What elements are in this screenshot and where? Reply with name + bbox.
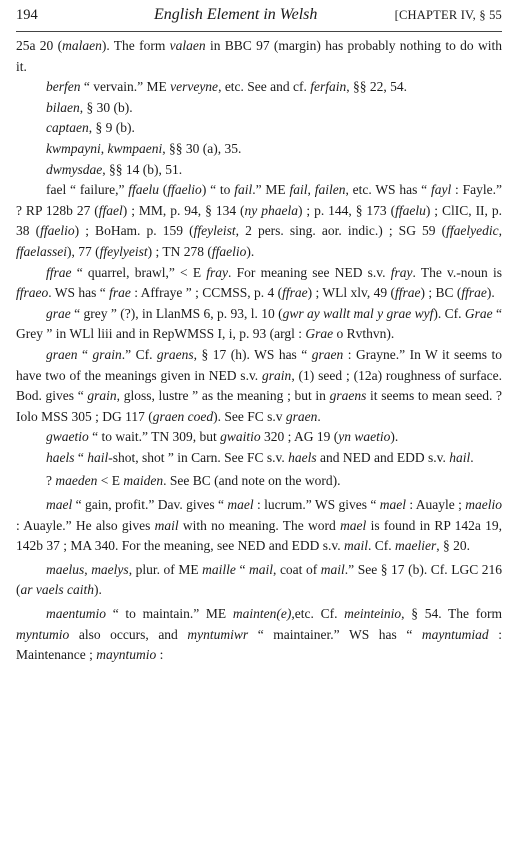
entry-gwaetio: gwaetio “ to wait.” TN 309, but gwaitio 320 ; AG 19 (yn waetio). [46,429,399,445]
cited-form: maelys [91,561,129,577]
entry-dwmysdae: dwmysdae, §§ 14 (b), 51. [46,161,183,177]
cited-form: maiden [123,473,164,489]
cited-form: ffaelu [395,202,426,218]
cited-form: gwaetio [46,429,89,445]
header-rule [16,31,502,32]
cited-form: valaen [169,38,206,53]
cited-form: ffaelyedic [446,223,499,239]
cited-form: mael [340,517,367,533]
cited-form: mail [320,561,345,577]
cited-form: Grae [464,305,493,321]
cited-form: ffael [98,202,123,218]
cited-form: mainten(e) [232,606,292,622]
cited-form: graens [156,346,194,362]
cited-form: mayntumiad [421,626,489,642]
cited-form: dwmysdae [46,161,103,177]
cited-form: ffrae [395,285,421,301]
cited-form: ferfain [310,79,347,95]
cited-form: gwr ay wallt mal y [282,305,384,321]
cited-form: ar vaels caith [20,582,94,598]
cited-form: ffrae [282,285,308,301]
entry-mael: mael “ gain, profit.” Dav. gives “ mael : lucrum.” WS gives “ mael : Auayle ; maelio : Auayle.” He also gives mail with no meaning. The word mael is found in RP 142a 19, 142b 37 ; MA 340. For the meaning, see NED and EDD s.v. mail. Cf. maelier, § 20. [16,497,502,554]
cited-form: haels [288,449,317,465]
cited-form: fayl [431,182,452,198]
entry-grae: grae “ grey ” (?), in LlanMS 6, p. 93, l. 10 (gwr ay wallt mal y grae wyf). Cf. Grae “ Grey ” in WLl liii and in RepWMSS I, i, p. 93 (argl : Grae o Rvthvn). [16,305,503,342]
cited-form: grain [87,388,117,404]
page-body [16,36,502,666]
cited-form: bilaen [46,99,80,115]
cited-form: graens [329,388,367,404]
cited-form: Grae [305,326,334,342]
cited-form: grain [92,346,122,362]
entry-bilaen: bilaen, § 30 (b). [46,99,133,115]
cited-form: mail [249,561,274,577]
cited-form: graen [311,346,344,362]
cited-form: yn waetio [338,429,391,445]
cited-form: hail [449,449,471,465]
entry-captaen: captaen, § 9 (b). [46,120,135,136]
chapter-reference: [CHAPTER IV, § 55 [394,8,502,22]
cited-form: gwaitio [220,429,261,445]
entry-berfen: berfen “ vervain.” ME verveyne, etc. See and cf. ferfain, §§ 22, 54. [46,79,408,95]
cited-form: mayntumio [96,647,157,663]
cited-form: graen [46,346,78,362]
cited-form: fail [234,182,253,198]
cited-form: failen [314,182,346,198]
cited-form: fail [289,182,308,198]
cited-form: grain [262,367,292,383]
cited-form: fray [206,264,229,280]
cited-form: ffrae [46,264,72,280]
cited-form: fray [390,264,413,280]
cited-form: captaen [46,120,89,136]
entry-maeden: ? maeden < E maiden. See BC (and note on the word). [46,473,341,489]
running-title: English Element in Welsh [154,6,318,23]
cited-form: maentumio [46,606,106,622]
cited-form: ffaelio [40,223,75,239]
cited-form: graen coed [152,408,214,424]
cited-form: ffeyleist [193,223,236,239]
cited-form: myntumio [16,626,70,642]
cited-form: kwmpayni [46,140,101,156]
cited-form: maelier [394,538,437,554]
cited-form: mael [227,497,254,513]
cited-form: ffaelu [128,182,159,198]
cited-form: ffraeo [16,285,49,301]
cited-form: ffeylyeist [99,243,148,259]
cited-form: grae [386,305,412,321]
cited-form: meinteinio [344,606,402,622]
cited-form: grae [46,305,71,321]
entry-graen: graen “ grain.” Cf. graens, § 17 (h). WS has “ graen : Grayne.” In W it seems to have two of the meanings given in NED s.v. grain, (1) seed ; (12a) roughness of surface. Bod. gives “ grain, gloss, lustre ” as the meaning ; but in graens it seems to mean seed. ? Iolo MSS 305 ; DG 117 (graen coed). See FC s.v graen. [16,346,502,424]
entry-ffrae: ffrae “ quarrel, brawl,” < E fray. For meaning see NED s.v. fray. The v.-noun is ffraeo. WS has “ frae : Affraye ” ; CCMSS, p. 4 (ffrae) ; WLl xlv, 49 (ffrae) ; BC (ffrae). [16,264,502,301]
cited-form: ffaelio [167,182,202,198]
cited-form: maeden [55,473,98,489]
cited-form: mail [154,517,179,533]
cited-form: maille [202,561,236,577]
entry-maentumio: maentumio “ to maintain.” ME mainten(e),etc. Cf. meinteinio, § 54. The form myntumio also occurs, and myntumiwr “ maintainer.” WS has “ mayntumiad : Maintenance ; mayntumio : [16,606,502,663]
cited-form: ffrae [461,285,487,301]
entry-ffael: fael “ failure,” ffaelu (ffaelio) “ to fail.” ME fail, failen, etc. WS has “ fayl : Fayle.” ? RP 128b 27 (ffael) ; MM, p. 94, § 134 (ny phaela) ; p. 144, § 173 (ffaelu) ; ClIC, II, p. 38 (ffaelio) ; BoHam. p. 159 (ffeyleist, 2 pers. sing. aor. indic.) ; SG 59 (ffaelyedic, ffaelassei), 77 (ffeylyeist) ; TN 278 (ffaelio). [16,182,503,259]
entry-maelus: maelus, maelys, plur. of ME maille “ mail, coat of mail.” See § 17 (b). Cf. LGC 216 (ar vaels caith). [16,561,503,598]
cited-form: mael [46,497,73,513]
cited-form: maelio [465,497,502,513]
cited-form: mail [343,538,368,554]
entry-haels: haels “ hail-shot, shot ” in Carn. See FC s.v. haels and NED and EDD s.v. hail. [46,449,474,465]
cited-form: ffaelio [211,243,247,259]
cited-form: verveyne [170,79,219,95]
cited-form: maelus [46,561,85,577]
cited-form: haels [46,449,75,465]
running-header [16,0,502,30]
cited-form: ny phaela [244,202,298,218]
paragraph: 25a 20 (malaen). The form valaen in BBC 97 (margin) has probably nothing to do with it. [16,38,502,74]
cited-form: wyf [414,305,434,321]
cited-form: kwmpaeni [107,140,163,156]
cited-form: malaen [62,38,102,53]
cited-form: frae [109,285,131,301]
cited-form: ffaelassei [16,243,67,259]
cited-form: graen [285,408,318,424]
cited-form: berfen [46,79,81,95]
cited-form: hail [87,449,109,465]
entry-kwmpayni: kwmpayni, kwmpaeni, §§ 30 (a), 35. [46,140,242,156]
cited-form: mael [379,497,406,513]
cited-form: myntumiwr [187,626,249,642]
page-number: 194 [16,7,38,23]
